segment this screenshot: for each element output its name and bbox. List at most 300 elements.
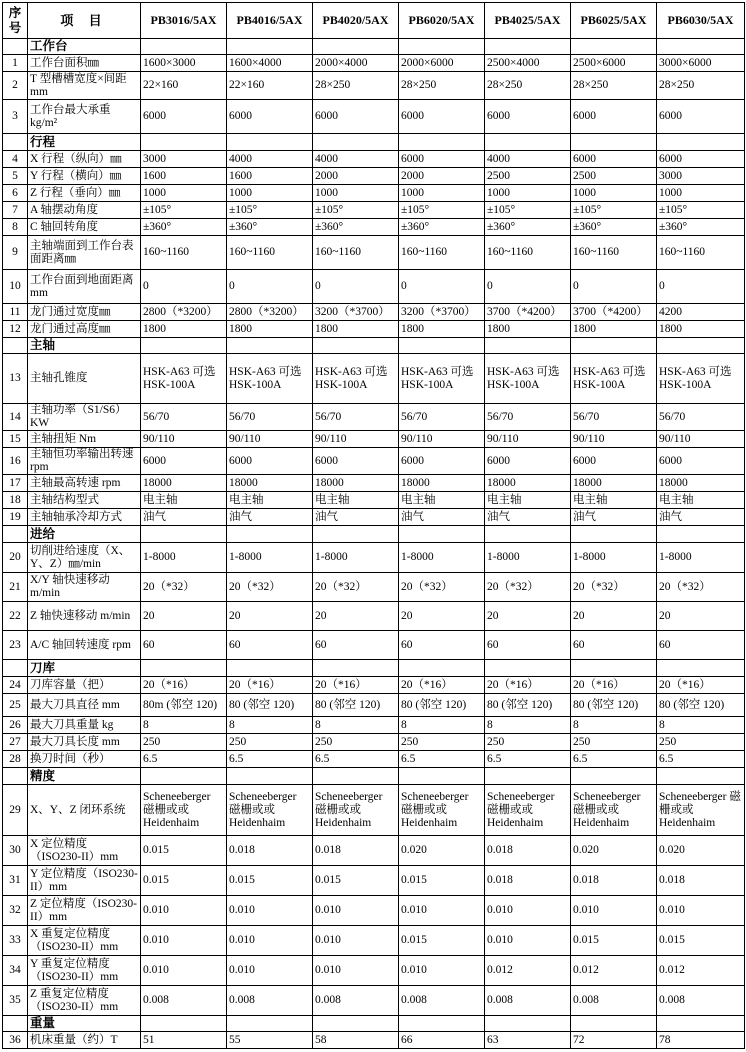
spec-value: HSK-A63 可选 HSK-100A: [141, 354, 227, 404]
spec-value: 1000: [399, 185, 485, 202]
spec-value: 6000: [571, 100, 657, 134]
table-row: [3, 751, 745, 768]
spec-value: 1600×3000: [141, 55, 227, 72]
spec-value: 0.012: [657, 956, 745, 986]
row-number: 27: [3, 734, 28, 751]
header-model: [227, 3, 313, 39]
spec-value: Scheneeberger 磁栅或或 Heidenhaim: [313, 785, 399, 836]
spec-value: 0.020: [399, 836, 485, 866]
spec-value: 油气: [141, 509, 227, 526]
spec-value: 0.010: [399, 896, 485, 926]
empty-cell: [657, 338, 745, 354]
spec-value: 6000: [141, 448, 227, 475]
row-number: 19: [3, 509, 28, 526]
spec-value: 6000: [657, 100, 745, 134]
spec-label: A 轴摆动角度: [28, 202, 141, 219]
spec-value: 90/110: [227, 431, 313, 448]
row-number: 9: [3, 236, 28, 270]
spec-value: 0.010: [227, 926, 313, 956]
spec-value: 56/70: [399, 404, 485, 431]
spec-value: 0.010: [313, 956, 399, 986]
spec-value: 0.020: [571, 836, 657, 866]
table-row: [3, 631, 745, 660]
spec-value: 0.010: [571, 896, 657, 926]
spec-value: 6.5: [399, 751, 485, 768]
header-no: [3, 3, 28, 39]
header-model-label: PB6020/5AX: [408, 13, 475, 27]
spec-value: 18000: [399, 475, 485, 492]
row-number-cell: [3, 134, 28, 151]
spec-value: HSK-A63 可选 HSK-100A: [485, 354, 571, 404]
header-item: [28, 3, 141, 39]
spec-value: HSK-A63 可选 HSK-100A: [227, 354, 313, 404]
spec-value: 0.012: [571, 956, 657, 986]
spec-value: 160~1160: [657, 236, 745, 270]
spec-value: 90/110: [313, 431, 399, 448]
empty-cell: [571, 39, 657, 55]
spec-value: 油气: [657, 509, 745, 526]
empty-cell: [227, 39, 313, 55]
spec-value: 72: [571, 1032, 657, 1049]
table-row: [3, 270, 745, 304]
row-number: 30: [3, 836, 28, 866]
spec-value: 55: [227, 1032, 313, 1049]
spec-label: Y 定位精度（ISO230-II）mm: [28, 866, 141, 896]
spec-value: 2500: [485, 168, 571, 185]
spec-value: 0.015: [657, 926, 745, 956]
spec-label: X 定位精度（ISO230-II）mm: [28, 836, 141, 866]
section-label: 进给: [28, 526, 141, 543]
header-model: [485, 3, 571, 39]
spec-table-body: [3, 39, 745, 1049]
spec-value: 6.5: [485, 751, 571, 768]
spec-value: 8: [657, 717, 745, 734]
spec-value: 20: [571, 602, 657, 631]
spec-value: 1-8000: [313, 543, 399, 573]
spec-value: 0.018: [313, 836, 399, 866]
spec-label: 切削进给速度（X、Y、Z）㎜/min: [28, 543, 141, 573]
spec-value: 0.008: [227, 986, 313, 1016]
spec-value: 2500×4000: [485, 55, 571, 72]
spec-value: 60: [657, 631, 745, 660]
spec-value: 油气: [485, 509, 571, 526]
row-number: 28: [3, 751, 28, 768]
spec-value: 20（*16）: [313, 677, 399, 694]
table-row: [3, 492, 745, 509]
spec-value: 0.010: [141, 926, 227, 956]
spec-table: [2, 2, 745, 1049]
row-number: 25: [3, 694, 28, 717]
spec-value: 0.010: [399, 956, 485, 986]
spec-value: Scheneeberger 磁栅或或 Heidenhaim: [141, 785, 227, 836]
table-row: [3, 509, 745, 526]
spec-value: 6000: [313, 448, 399, 475]
spec-value: 56/70: [485, 404, 571, 431]
header-model: [571, 3, 657, 39]
spec-label: 主轴扭矩 Nm: [28, 431, 141, 448]
spec-value: 80 (邻空 120): [227, 694, 313, 717]
spec-value: 6000: [485, 100, 571, 134]
spec-value: 20（*16）: [227, 677, 313, 694]
spec-value: 20: [313, 602, 399, 631]
spec-value: ±360°: [657, 219, 745, 236]
spec-value: 28×250: [485, 72, 571, 100]
spec-value: 0.010: [227, 956, 313, 986]
spec-value: 56/70: [657, 404, 745, 431]
empty-cell: [399, 1016, 485, 1032]
spec-value: 0.015: [571, 926, 657, 956]
spec-value: 电主轴: [227, 492, 313, 509]
empty-cell: [141, 768, 227, 785]
row-number: 34: [3, 956, 28, 986]
table-row: [3, 986, 745, 1016]
table-row: [3, 354, 745, 404]
spec-value: 1000: [657, 185, 745, 202]
spec-label: Z 重复定位精度（ISO230-II）mm: [28, 986, 141, 1016]
spec-value: 0.008: [313, 986, 399, 1016]
table-row: [3, 100, 745, 134]
row-number: 29: [3, 785, 28, 836]
spec-value: 20: [657, 602, 745, 631]
row-number: 22: [3, 602, 28, 631]
spec-value: 20（*32）: [313, 573, 399, 602]
spec-value: Scheneeberger 磁栅或或 Heidenhaim: [399, 785, 485, 836]
spec-value: 80 (邻空 120): [485, 694, 571, 717]
section-label: 精度: [28, 768, 141, 785]
spec-value: 80 (邻空 120): [313, 694, 399, 717]
spec-value: 56/70: [571, 404, 657, 431]
spec-label: 主轴轴承冷却方式: [28, 509, 141, 526]
spec-value: ±360°: [313, 219, 399, 236]
spec-value: HSK-A63 可选 HSK-100A: [313, 354, 399, 404]
spec-value: 6.5: [657, 751, 745, 768]
table-row: [3, 168, 745, 185]
spec-value: 0.008: [399, 986, 485, 1016]
empty-cell: [141, 134, 227, 151]
table-row: [3, 836, 745, 866]
row-number: 18: [3, 492, 28, 509]
section-label: 行程: [28, 134, 141, 151]
spec-value: 160~1160: [485, 236, 571, 270]
header-row: [3, 3, 745, 39]
empty-cell: [657, 768, 745, 785]
spec-value: 90/110: [485, 431, 571, 448]
row-number: 15: [3, 431, 28, 448]
spec-value: 2800（*3200）: [227, 304, 313, 321]
empty-cell: [571, 1016, 657, 1032]
spec-value: 0: [227, 270, 313, 304]
table-row: [3, 185, 745, 202]
empty-cell: [141, 338, 227, 354]
spec-value: 250: [141, 734, 227, 751]
spec-value: 90/110: [571, 431, 657, 448]
spec-label: 刀库容量（把）: [28, 677, 141, 694]
spec-value: 6000: [141, 100, 227, 134]
spec-label: X/Y 轴快速移动 m/min: [28, 573, 141, 602]
spec-value: 0.008: [485, 986, 571, 1016]
spec-value: ±105°: [313, 202, 399, 219]
spec-value: 160~1160: [227, 236, 313, 270]
spec-value: 0.012: [485, 956, 571, 986]
spec-value: 0.008: [571, 986, 657, 1016]
spec-value: 60: [399, 631, 485, 660]
spec-value: HSK-A63 可选 HSK-100A: [571, 354, 657, 404]
spec-value: 3000×6000: [657, 55, 745, 72]
row-number-cell: [3, 39, 28, 55]
spec-value: 0.010: [141, 896, 227, 926]
spec-value: 2800（*3200）: [141, 304, 227, 321]
table-row: [3, 404, 745, 431]
spec-value: 8: [399, 717, 485, 734]
spec-label: 主轴结构型式: [28, 492, 141, 509]
spec-value: 60: [313, 631, 399, 660]
spec-value: 250: [399, 734, 485, 751]
spec-value: 1-8000: [485, 543, 571, 573]
spec-value: 20: [399, 602, 485, 631]
section-row: [3, 39, 745, 55]
empty-cell: [657, 1016, 745, 1032]
table-row: [3, 956, 745, 986]
header-item-label: 项 目: [60, 13, 108, 28]
spec-value: 1800: [227, 321, 313, 338]
row-number: 12: [3, 321, 28, 338]
empty-cell: [657, 134, 745, 151]
spec-value: 0: [571, 270, 657, 304]
spec-value: 20（*32）: [485, 573, 571, 602]
row-number: 14: [3, 404, 28, 431]
spec-value: 160~1160: [571, 236, 657, 270]
spec-value: 18000: [227, 475, 313, 492]
empty-cell: [571, 660, 657, 677]
spec-value: 78: [657, 1032, 745, 1049]
spec-label: C 轴回转角度: [28, 219, 141, 236]
spec-label: X、Y、Z 闭环系统: [28, 785, 141, 836]
spec-value: 20（*32）: [141, 573, 227, 602]
empty-cell: [141, 39, 227, 55]
empty-cell: [399, 39, 485, 55]
table-row: [3, 475, 745, 492]
spec-value: 28×250: [313, 72, 399, 100]
spec-value: 20（*16）: [485, 677, 571, 694]
spec-value: 油气: [571, 509, 657, 526]
empty-cell: [141, 660, 227, 677]
spec-value: 8: [141, 717, 227, 734]
section-label: 重量: [28, 1016, 141, 1032]
spec-value: 4000: [313, 151, 399, 168]
empty-cell: [485, 338, 571, 354]
spec-value: 18000: [313, 475, 399, 492]
spec-value: ±360°: [399, 219, 485, 236]
section-row: [3, 134, 745, 151]
spec-label: 最大刀具长度 mm: [28, 734, 141, 751]
spec-value: 58: [313, 1032, 399, 1049]
row-number-cell: [3, 768, 28, 785]
spec-value: 6000: [657, 448, 745, 475]
spec-value: 80 (邻空 120): [399, 694, 485, 717]
spec-value: 油气: [399, 509, 485, 526]
spec-value: 18000: [141, 475, 227, 492]
empty-cell: [571, 338, 657, 354]
empty-cell: [485, 39, 571, 55]
spec-label: 工作台最大承重 kg/m²: [28, 100, 141, 134]
empty-cell: [227, 134, 313, 151]
row-number: 24: [3, 677, 28, 694]
spec-label: Y 重复定位精度（ISO230-II）mm: [28, 956, 141, 986]
row-number-cell: [3, 1016, 28, 1032]
empty-cell: [485, 660, 571, 677]
spec-value: 66: [399, 1032, 485, 1049]
spec-value: 0.015: [313, 866, 399, 896]
spec-value: 80 (邻空 120): [571, 694, 657, 717]
row-number: 33: [3, 926, 28, 956]
spec-value: 0: [141, 270, 227, 304]
row-number: 21: [3, 573, 28, 602]
spec-value: 20（*16）: [399, 677, 485, 694]
empty-cell: [227, 526, 313, 543]
spec-value: 250: [485, 734, 571, 751]
spec-value: 油气: [227, 509, 313, 526]
spec-value: 1000: [485, 185, 571, 202]
spec-value: 20（*32）: [571, 573, 657, 602]
spec-value: 6000: [485, 448, 571, 475]
table-row: [3, 677, 745, 694]
empty-cell: [485, 134, 571, 151]
empty-cell: [571, 768, 657, 785]
spec-value: 20（*16）: [571, 677, 657, 694]
section-label: 刀库: [28, 660, 141, 677]
header-model: [313, 3, 399, 39]
spec-value: 1000: [571, 185, 657, 202]
spec-value: ±105°: [141, 202, 227, 219]
spec-value: 6000: [227, 448, 313, 475]
spec-value: 6.5: [571, 751, 657, 768]
spec-label: Z 轴快速移动 m/min: [28, 602, 141, 631]
spec-value: 18000: [571, 475, 657, 492]
spec-value: 6000: [313, 100, 399, 134]
spec-value: 0.015: [227, 866, 313, 896]
header-model-label: PB4025/5AX: [494, 13, 561, 27]
empty-cell: [313, 768, 399, 785]
row-number: 1: [3, 55, 28, 72]
row-number: 13: [3, 354, 28, 404]
spec-value: ±360°: [227, 219, 313, 236]
row-number: 3: [3, 100, 28, 134]
row-number: 20: [3, 543, 28, 573]
spec-label: 龙门通过高度㎜: [28, 321, 141, 338]
spec-value: 56/70: [141, 404, 227, 431]
spec-value: 1-8000: [657, 543, 745, 573]
spec-value: 6000: [399, 448, 485, 475]
spec-value: 0.010: [141, 956, 227, 986]
spec-value: 56/70: [313, 404, 399, 431]
spec-label: 主轴最高转速 rpm: [28, 475, 141, 492]
spec-value: 6000: [571, 448, 657, 475]
spec-value: ±105°: [571, 202, 657, 219]
spec-value: 18000: [657, 475, 745, 492]
spec-value: 20: [227, 602, 313, 631]
row-number: 16: [3, 448, 28, 475]
spec-value: 1-8000: [571, 543, 657, 573]
spec-value: 2500×6000: [571, 55, 657, 72]
empty-cell: [399, 526, 485, 543]
spec-value: 250: [227, 734, 313, 751]
row-number-cell: [3, 338, 28, 354]
table-row: [3, 573, 745, 602]
table-row: [3, 55, 745, 72]
spec-value: HSK-A63 可选 HSK-100A: [399, 354, 485, 404]
empty-cell: [313, 660, 399, 677]
spec-value: 1-8000: [399, 543, 485, 573]
spec-value: 90/110: [657, 431, 745, 448]
section-label: 主轴: [28, 338, 141, 354]
spec-value: 0: [399, 270, 485, 304]
empty-cell: [227, 1016, 313, 1032]
spec-label: X 行程（纵向）㎜: [28, 151, 141, 168]
spec-value: 250: [313, 734, 399, 751]
spec-value: Scheneeberger 磁栅或或 Heidenhaim: [485, 785, 571, 836]
header-model: [657, 3, 745, 39]
table-row: [3, 72, 745, 100]
table-row: [3, 202, 745, 219]
spec-value: 电主轴: [657, 492, 745, 509]
spec-value: 60: [485, 631, 571, 660]
spec-value: 80 (邻空 120): [657, 694, 745, 717]
table-row: [3, 304, 745, 321]
empty-cell: [399, 134, 485, 151]
spec-value: 63: [485, 1032, 571, 1049]
row-number: 32: [3, 896, 28, 926]
spec-label: 主轴孔锥度: [28, 354, 141, 404]
header-no-label: 序 号: [8, 5, 22, 35]
header-model-label: PB6025/5AX: [580, 13, 647, 27]
section-row: [3, 526, 745, 543]
spec-value: Scheneeberger 磁栅或或 Heidenhaim: [227, 785, 313, 836]
section-row: [3, 338, 745, 354]
table-row: [3, 321, 745, 338]
spec-label: 主轴端面到工作台表面距离㎜: [28, 236, 141, 270]
spec-value: 0: [485, 270, 571, 304]
spec-value: 28×250: [657, 72, 745, 100]
spec-value: 20: [141, 602, 227, 631]
spec-value: 250: [571, 734, 657, 751]
spec-value: 1000: [313, 185, 399, 202]
spec-label: 机床重量（约）T: [28, 1032, 141, 1049]
spec-value: 2000×4000: [313, 55, 399, 72]
spec-value: 0.020: [657, 836, 745, 866]
row-number: 36: [3, 1032, 28, 1049]
spec-value: 4000: [227, 151, 313, 168]
spec-label: 最大刀具直径 mm: [28, 694, 141, 717]
spec-value: ±105°: [227, 202, 313, 219]
spec-value: 2500: [571, 168, 657, 185]
spec-value: 6.5: [227, 751, 313, 768]
spec-value: 0.010: [313, 896, 399, 926]
empty-cell: [141, 1016, 227, 1032]
spec-value: 60: [571, 631, 657, 660]
spec-value: 160~1160: [313, 236, 399, 270]
empty-cell: [571, 134, 657, 151]
row-number: 35: [3, 986, 28, 1016]
spec-label: A/C 轴回转速度 rpm: [28, 631, 141, 660]
spec-label: 最大刀具重量 kg: [28, 717, 141, 734]
row-number: 11: [3, 304, 28, 321]
spec-value: 1800: [399, 321, 485, 338]
spec-value: 20（*32）: [399, 573, 485, 602]
spec-value: 1-8000: [227, 543, 313, 573]
spec-value: 2000: [399, 168, 485, 185]
table-row: [3, 1032, 745, 1049]
spec-value: 0: [657, 270, 745, 304]
